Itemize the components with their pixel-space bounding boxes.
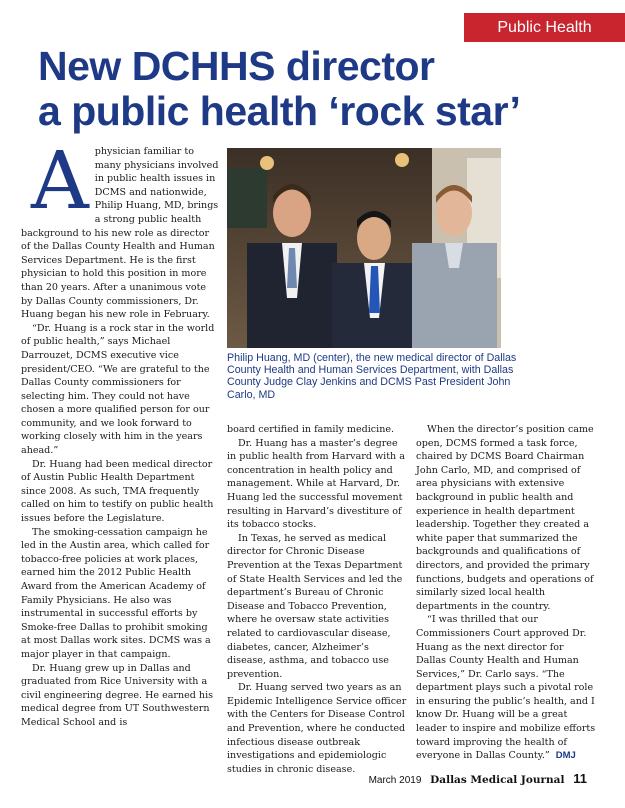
section-tag: Public Health [464, 13, 625, 42]
article-photo [227, 148, 501, 348]
paragraph: In Texas, he served as medical director for Chronic Disease Prevention at the Texas Department of State Health Services and led the department’s Bureau of Chronic Disease and Tobacco Prevention, where he oversaw state activities related to cardiovascular disease, diabetes, cancer, Alzheimer’s disease, asthma, and tobacco use prevention. [227, 532, 403, 680]
paragraph [416, 613, 596, 763]
issue-date: March 2019 [368, 775, 422, 786]
paragraph-text: “I was thrilled that our Commissioners Court approved Dr. Huang as the next director for Dallas County Health and Human Services,” Dr. Carlo says. “The department plays such a pivotal role in ensuring the public’s health, and I know Dr. Huang will be a great leader to inspire and mobilize efforts toward improving the health of everyone in Dallas County.” [416, 614, 596, 762]
paragraph: “Dr. Huang is a rock star in the world of public health,” says Michael Darrouzet, DCMS executive vice president/CEO. “We are grateful to the Dallas County commissioners for selecting him. They could not have chosen a more qualified person for our community, and we look forward to working closely with him in the years ahead.” [21, 322, 215, 457]
article-column-2 [227, 423, 407, 776]
paragraph: physician familiar to many physicians involved in public health issues in DCMS and nationwide, Philip Huang, MD, brings a strong public health background to his new role as director of the Dallas County Health and Human Services Department. He is the first physician to hold this position in more than 20 years. After a unanimous vote by Dallas County commissioners, Dr. Huang began his new role in February. [21, 146, 219, 321]
headline-line-2: a public health ‘rock star’ [38, 88, 521, 134]
headline-line-1: New DCHHS director [38, 43, 435, 89]
drop-cap: A [31, 134, 89, 227]
paragraph: Dr. Huang served two years as an Epidemic Intelligence Service officer with the Centers for Disease Control and Prevention, where he conducted infectious disease outbreak investigations and epidemiologic studies in chronic disease. [227, 682, 407, 775]
photo-illustration [227, 148, 501, 348]
photo-caption: Philip Huang, MD (center), the new medical director of Dallas County Health and Human Services Department, with Dallas County Judge Clay Jenkins and DCMS Past President John Carlo, MD [227, 352, 517, 401]
author-signature: DMJ [555, 750, 576, 762]
paragraph: Dr. Huang has a master’s degree in public health from Harvard with a concentration in health policy and management. While at Harvard, Dr. Huang led the successful movement resulting in Harvard’s divestiture of its tobacco stocks. [227, 437, 405, 531]
paragraph: Dr. Huang had been medical director of Austin Public Health Department since 2008. As such, TMA frequently called on him to testify on public health issues before the Legislature. [21, 458, 214, 525]
paragraph: When the director’s position came open, DCMS formed a task force, chaired by DCMS Board Chairman John Carlo, MD, and comprised of area physicians with extensive background in public health and experience in health department leadership. Together they created a white paper that summarized the backgrounds and qualifications of directors, and provided the primary functions, budgets and operations of similarly sized local health departments in the country. [416, 424, 594, 612]
paragraph: The smoking-cessation campaign he led in the Austin area, which called for tobacco-free policies at work places, earned him the 2012 Public Health Award from the American Academy of Family Physicians. He also was instrumental in successful efforts by Smoke-free Dallas to prohibit smoking at most Dallas work sites. DCMS was a major player in that campaign. [21, 526, 211, 660]
headline [38, 44, 520, 134]
article-column-3 [416, 423, 596, 763]
paragraph: board certified in family medicine. [227, 424, 395, 435]
article-column-1 [21, 134, 219, 730]
page-footer [369, 771, 587, 786]
paragraph: Dr. Huang grew up in Dallas and graduated from Rice University with a civil engineering degree. He earned his medical degree from UT Southwestern Medical School and is [21, 662, 214, 728]
magazine-name: Dallas Medical Journal [430, 774, 565, 786]
page-number: 11 [573, 771, 587, 786]
